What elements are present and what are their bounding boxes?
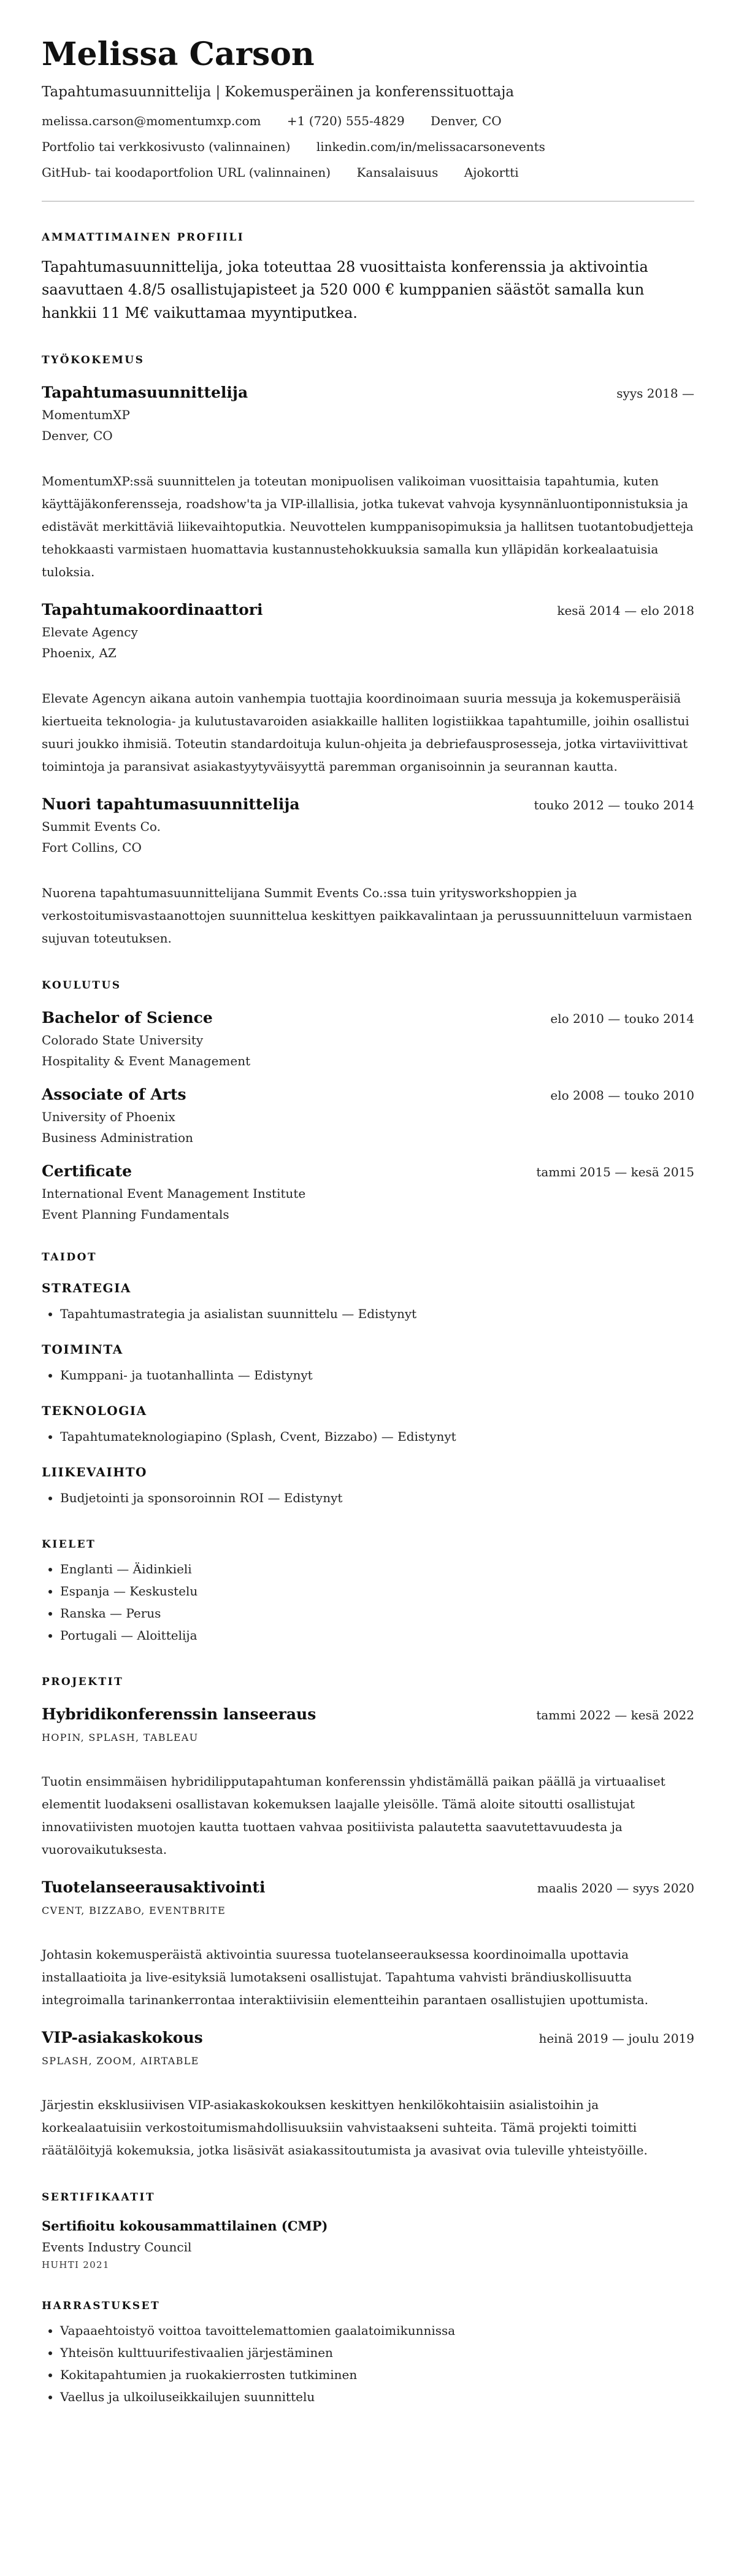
experience-entry	[42, 795, 694, 950]
project-entry	[42, 1705, 694, 1861]
headline: Tapahtumasuunnittelija | Kokemusperäinen ja konferenssituottaja	[42, 84, 515, 101]
school-name: International Event Management Institute	[42, 1186, 306, 1201]
job-description: Elevate Agencyn aikana autoin vanhempia tuottajia koordinoimaan suuria messuja ja kokemusperäisiä kiertueita teknologia- ja kulutustavaroiden asiakkaille halliten logistiikkaa tapahtumille, joihin osallistui suuri joukko ihmisiä. Toteutin standardoituja kulun-ohjeita ja debriefausprosesseja, jotka virtaviivittivat toimintoja ja paransivat asiakastyytyväisyyttä paremman organisoinnin ja seurannan kautta.	[42, 690, 689, 774]
job-description: Nuorena tapahtumasuunnittelijana Summit Events Co.:ssa tuin yritysworkshoppien ja verkostoitumisvastaanottojen suunnittelua keskittyen paikkavalintaan ja perussuunnitteluun varmistaen sujuvan toteutuksen.	[42, 885, 692, 946]
language-item: • Portugali — Aloittelija	[60, 1624, 694, 1646]
section-title-interests: HARRASTUKSET	[42, 2299, 161, 2312]
section-title-certifications: SERTIFIKAATIT	[42, 2191, 155, 2204]
field-of-study: Hospitality & Event Management	[42, 1053, 251, 1068]
language-item: • Ranska — Perus	[60, 1602, 694, 1624]
project-name: VIP-asiakaskokous	[42, 2028, 203, 2046]
citizenship: Kansalaisuus	[356, 165, 439, 180]
education-entry	[42, 1086, 694, 1145]
education-entry	[42, 1162, 694, 1222]
location: Denver, CO	[431, 114, 502, 129]
skill-item: • Kumppani- ja tuotanhallinta — Edistynyt	[60, 1364, 694, 1386]
skill-category-title: TOIMINTA	[42, 1341, 123, 1357]
skill-category-title: TEKNOLOGIA	[42, 1403, 147, 1418]
section-title-education: KOULUTUS	[42, 979, 121, 992]
degree-title: Bachelor of Science	[42, 1008, 213, 1027]
certification-date: HUHTI 2021	[42, 2259, 110, 2270]
field-of-study: Business Administration	[42, 1130, 193, 1145]
project-name: Hybridikonferenssin lanseeraus	[42, 1705, 316, 1723]
contact-row-extra	[42, 165, 694, 180]
skill-list	[42, 1487, 694, 1509]
driving-license: Ajokortti	[464, 165, 519, 180]
language-item: • Espanja — Keskustelu	[60, 1580, 694, 1602]
interest-list	[42, 2320, 694, 2408]
section-title-experience: TYÖKOKEMUS	[42, 353, 145, 366]
project-description: Johtasin kokemusperäistä aktivointia suuressa tuotelanseerauksessa koordinoimalla upottavia installaatioita ja live-esityksiä lumotakseni osallistujat. Tapahtuma vahvisti brändiuskollisuutta integroimalla tarinankerrontaa interaktiivisiin elementteihin parantaen osallistujien upottumista.	[42, 1946, 648, 2007]
skill-item: • Tapahtumastrategia ja asialistan suunnittelu — Edistynyt	[60, 1303, 694, 1325]
job-dates: touko 2012 — touko 2014	[534, 797, 694, 812]
job-location: Phoenix, AZ	[42, 645, 117, 660]
job-title: Nuori tapahtumasuunnittelija	[42, 795, 300, 813]
certification-issuer: Events Industry Council	[42, 2239, 192, 2254]
job-location: Denver, CO	[42, 428, 113, 443]
certification-name: Sertifioitu kokousammattilainen (CMP)	[42, 2218, 328, 2234]
linkedin-link[interactable]: linkedin.com/in/melissacarsonevents	[316, 139, 545, 155]
skill-item: • Budjetointi ja sponsoroinnin ROI — Edistynyt	[60, 1487, 694, 1509]
section-title-projects: PROJEKTIT	[42, 1675, 124, 1688]
job-location: Fort Collins, CO	[42, 839, 142, 855]
education-dates: elo 2010 — touko 2014	[550, 1011, 694, 1026]
profile-summary: Tapahtumasuunnittelija, joka toteuttaa 28 vuosittaista konferenssia ja aktivointia saavuttaen 4.8/5 osallistujapisteet ja 520 000 € kumppanien säästöt samalla kun hankkii 11 M€ vaikuttamaa myyntiputkea.	[42, 258, 648, 322]
section-title-skills: TAIDOT	[42, 1251, 98, 1263]
project-entry	[42, 1878, 694, 2011]
interest-item: • Kokitapahtumien ja ruokakierrosten tutkiminen	[60, 2364, 694, 2386]
project-dates: tammi 2022 — kesä 2022	[536, 1707, 694, 1722]
language-item: • Englanti — Äidinkieli	[60, 1558, 694, 1580]
project-tools: HOPIN, SPLASH, TABLEAU	[42, 1731, 199, 1743]
project-tools: CVENT, BIZZABO, EVENTBRITE	[42, 1904, 226, 1916]
project-dates: maalis 2020 — syys 2020	[537, 1880, 694, 1895]
degree-title: Associate of Arts	[42, 1085, 186, 1103]
interest-item: • Yhteisön kulttuurifestivaalien järjestäminen	[60, 2342, 694, 2364]
experience-entry	[42, 384, 694, 584]
phone-number[interactable]: +1 (720) 555-4829	[286, 114, 405, 129]
section-title-languages: KIELET	[42, 1538, 96, 1551]
project-name: Tuotelanseerausaktivointi	[42, 1878, 266, 1896]
email-link[interactable]: melissa.carson@momentumxp.com	[42, 114, 261, 129]
education-entry	[42, 1009, 694, 1068]
header-divider	[42, 201, 694, 202]
education-dates: tammi 2015 — kesä 2015	[536, 1164, 694, 1179]
section-title-profile: AMMATTIMAINEN PROFIILI	[42, 231, 245, 244]
company-name: Summit Events Co.	[42, 819, 161, 834]
project-description: Järjestin eksklusiivisen VIP-asiakaskokouksen keskittyen henkilökohtaisiin asialistoihin ja korkealaatuisiin verkostoitumismahdollisuuksiin vahvistaakseni suhteita. Tämä projekti toimitti räätälöityjä kokemuksia, jotka lisäsivät asiakassitoutumista ja avasivat ovia tuleville yhteistyöille.	[42, 2097, 648, 2158]
language-list	[42, 1558, 694, 1646]
github-link[interactable]: GitHub- tai koodaportfolion URL (valinnainen)	[42, 165, 331, 180]
candidate-name: Melissa Carson	[42, 36, 315, 73]
degree-title: Certificate	[42, 1162, 132, 1180]
job-title: Tapahtumasuunnittelija	[42, 383, 248, 401]
interest-item: • Vaellus ja ulkoiluseikkailujen suunnittelu	[60, 2386, 694, 2408]
job-title: Tapahtumakoordinaattori	[42, 600, 263, 619]
project-dates: heinä 2019 — joulu 2019	[539, 2030, 694, 2046]
company-name: MomentumXP	[42, 407, 130, 422]
job-dates: kesä 2014 — elo 2018	[557, 603, 694, 618]
interest-item: • Vapaaehtoistyö voittoa tavoittelemattomien gaalatoimikunnissa	[60, 2320, 694, 2342]
skill-category-title: LIIKEVAIHTO	[42, 1464, 147, 1479]
education-dates: elo 2008 — touko 2010	[550, 1087, 694, 1103]
project-description: Tuotin ensimmäisen hybridilipputapahtuman konferenssin yhdistämällä paikan päällä ja virtuaaliset elementit luodakseni osallistavan kokemuksen laajalle yleisölle. Tämä aloite sitoutti osallistujat innovatiivisten muotojen kautta tuottaen vahvaa positiivista palautetta saavutettavuudesta ja vuorovaikutuksesta.	[42, 1773, 665, 1857]
company-name: Elevate Agency	[42, 624, 138, 639]
skill-item: • Tapahtumateknologiapino (Splash, Cvent, Bizzabo) — Edistynyt	[60, 1425, 694, 1448]
skill-list	[42, 1364, 694, 1386]
portfolio-link[interactable]: Portfolio tai verkkosivusto (valinnainen)	[42, 139, 291, 155]
school-name: Colorado State University	[42, 1032, 204, 1047]
experience-entry	[42, 601, 694, 778]
job-dates: syys 2018 —	[616, 385, 694, 401]
skill-list	[42, 1425, 694, 1448]
skill-category-title: STRATEGIA	[42, 1280, 131, 1295]
field-of-study: Event Planning Fundamentals	[42, 1206, 229, 1222]
skill-list	[42, 1303, 694, 1325]
contact-row-links	[42, 139, 694, 154]
project-entry	[42, 2029, 694, 2162]
school-name: University of Phoenix	[42, 1109, 175, 1124]
project-tools: SPLASH, ZOOM, AIRTABLE	[42, 2054, 199, 2067]
job-description: MomentumXP:ssä suunnittelen ja toteutan monipuolisen valikoiman vuosittaisia tapahtumia, kuten käyttäjäkonferensseja, roadshow'ta ja VIP-illallisia, jotka tukevat vahvoja kysynnänluontiponnistuksia ja edistävät merkittäviä liikevaihtoputkia. Neuvottelen kumppanisopimuksia ja hallitsen tuotantobudjetteja tehokkaasti varmistaen huomattavia kustannustehokkuuksia samalla kun ylläpidän korkealaatuisia tuloksia.	[42, 473, 694, 579]
contact-row-primary	[42, 114, 694, 128]
